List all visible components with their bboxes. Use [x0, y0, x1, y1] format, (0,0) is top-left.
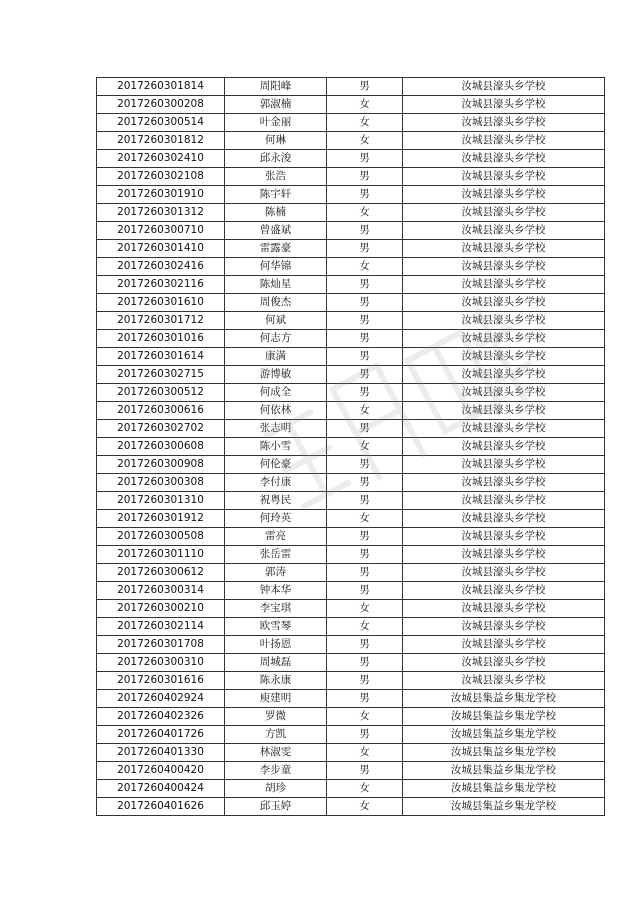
student-school-cell: 汝城县濠头乡学校 — [403, 222, 605, 240]
student-school-cell: 汝城县濠头乡学校 — [403, 546, 605, 564]
student-gender-cell: 女 — [327, 402, 403, 420]
student-school-cell: 汝城县集益乡集龙学校 — [403, 798, 605, 816]
student-name-cell: 陈宇轩 — [225, 186, 327, 204]
student-id-cell: 2017260302702 — [97, 420, 225, 438]
student-id-cell: 2017260302715 — [97, 366, 225, 384]
student-school-cell: 汝城县濠头乡学校 — [403, 654, 605, 672]
student-school-cell: 汝城县濠头乡学校 — [403, 456, 605, 474]
student-name-cell: 雷露豪 — [225, 240, 327, 258]
student-school-cell: 汝城县濠头乡学校 — [403, 600, 605, 618]
student-gender-cell: 男 — [327, 294, 403, 312]
student-id-cell: 2017260301610 — [97, 294, 225, 312]
student-school-cell: 汝城县濠头乡学校 — [403, 114, 605, 132]
table-row — [97, 330, 605, 348]
student-school-cell: 汝城县濠头乡学校 — [403, 492, 605, 510]
table-row — [97, 204, 605, 222]
student-name-cell: 祝粤民 — [225, 492, 327, 510]
student-gender-cell: 男 — [327, 564, 403, 582]
student-name-cell: 郭淑楠 — [225, 96, 327, 114]
student-name-cell: 李付康 — [225, 474, 327, 492]
student-name-cell: 叶扬恩 — [225, 636, 327, 654]
student-id-cell: 2017260401330 — [97, 744, 225, 762]
table-row — [97, 258, 605, 276]
student-id-cell: 2017260301708 — [97, 636, 225, 654]
student-id-cell: 2017260302108 — [97, 168, 225, 186]
student-gender-cell: 男 — [327, 150, 403, 168]
student-school-cell: 汝城县濠头乡学校 — [403, 294, 605, 312]
student-id-cell: 2017260402326 — [97, 708, 225, 726]
student-id-cell: 2017260301410 — [97, 240, 225, 258]
table-row — [97, 402, 605, 420]
student-gender-cell: 男 — [327, 582, 403, 600]
student-school-cell: 汝城县濠头乡学校 — [403, 240, 605, 258]
student-gender-cell: 男 — [327, 672, 403, 690]
student-school-cell: 汝城县濠头乡学校 — [403, 348, 605, 366]
student-name-cell: 陈小雪 — [225, 438, 327, 456]
student-id-cell: 2017260301016 — [97, 330, 225, 348]
student-id-cell: 2017260301614 — [97, 348, 225, 366]
student-name-cell: 雷亮 — [225, 528, 327, 546]
student-gender-cell: 男 — [327, 726, 403, 744]
student-id-cell: 2017260300616 — [97, 402, 225, 420]
table-row — [97, 582, 605, 600]
table-row — [97, 618, 605, 636]
student-id-cell: 2017260300512 — [97, 384, 225, 402]
table-row — [97, 636, 605, 654]
student-school-cell: 汝城县濠头乡学校 — [403, 204, 605, 222]
student-id-cell: 2017260301814 — [97, 78, 225, 96]
student-id-cell: 2017260302410 — [97, 150, 225, 168]
table-row — [97, 528, 605, 546]
student-id-cell: 2017260301712 — [97, 312, 225, 330]
student-name-cell: 周城磊 — [225, 654, 327, 672]
student-school-cell: 汝城县濠头乡学校 — [403, 150, 605, 168]
student-id-cell: 2017260300908 — [97, 456, 225, 474]
student-id-cell: 2017260300612 — [97, 564, 225, 582]
student-roster-table — [96, 77, 605, 816]
student-id-cell: 2017260301910 — [97, 186, 225, 204]
roster-body — [97, 78, 605, 816]
student-gender-cell: 男 — [327, 348, 403, 366]
table-row — [97, 420, 605, 438]
table-row — [97, 510, 605, 528]
student-gender-cell: 女 — [327, 204, 403, 222]
student-name-cell: 钟本华 — [225, 582, 327, 600]
student-school-cell: 汝城县集益乡集龙学校 — [403, 708, 605, 726]
student-id-cell: 2017260301616 — [97, 672, 225, 690]
student-school-cell: 汝城县濠头乡学校 — [403, 402, 605, 420]
student-name-cell: 陈灿星 — [225, 276, 327, 294]
student-name-cell: 何成全 — [225, 384, 327, 402]
table-row — [97, 744, 605, 762]
table-row — [97, 78, 605, 96]
student-gender-cell: 女 — [327, 798, 403, 816]
student-gender-cell: 女 — [327, 510, 403, 528]
student-id-cell: 2017260402924 — [97, 690, 225, 708]
student-id-cell: 2017260300710 — [97, 222, 225, 240]
student-gender-cell: 女 — [327, 258, 403, 276]
student-gender-cell: 男 — [327, 78, 403, 96]
table-row — [97, 762, 605, 780]
student-school-cell: 汝城县濠头乡学校 — [403, 330, 605, 348]
student-id-cell: 2017260302114 — [97, 618, 225, 636]
table-row — [97, 798, 605, 816]
student-name-cell: 何玲英 — [225, 510, 327, 528]
student-name-cell: 曾盛斌 — [225, 222, 327, 240]
table-row — [97, 780, 605, 798]
student-school-cell: 汝城县濠头乡学校 — [403, 366, 605, 384]
student-name-cell: 邱玉婷 — [225, 798, 327, 816]
student-id-cell: 2017260301312 — [97, 204, 225, 222]
student-id-cell: 2017260302116 — [97, 276, 225, 294]
student-school-cell: 汝城县濠头乡学校 — [403, 528, 605, 546]
student-school-cell: 汝城县濠头乡学校 — [403, 384, 605, 402]
student-name-cell: 周俊杰 — [225, 294, 327, 312]
student-name-cell: 罗微 — [225, 708, 327, 726]
table-row — [97, 564, 605, 582]
student-gender-cell: 男 — [327, 276, 403, 294]
student-school-cell: 汝城县濠头乡学校 — [403, 582, 605, 600]
student-id-cell: 2017260301110 — [97, 546, 225, 564]
student-gender-cell: 男 — [327, 636, 403, 654]
student-school-cell: 汝城县濠头乡学校 — [403, 312, 605, 330]
table-row — [97, 726, 605, 744]
student-name-cell: 何依林 — [225, 402, 327, 420]
table-row — [97, 294, 605, 312]
student-gender-cell: 男 — [327, 168, 403, 186]
student-school-cell: 汝城县濠头乡学校 — [403, 564, 605, 582]
student-gender-cell: 女 — [327, 114, 403, 132]
roster-sheet — [96, 77, 604, 816]
student-school-cell: 汝城县集益乡集龙学校 — [403, 762, 605, 780]
student-school-cell: 汝城县濠头乡学校 — [403, 78, 605, 96]
table-row — [97, 276, 605, 294]
student-id-cell: 2017260400424 — [97, 780, 225, 798]
student-gender-cell: 女 — [327, 780, 403, 798]
student-school-cell: 汝城县濠头乡学校 — [403, 420, 605, 438]
table-row — [97, 600, 605, 618]
student-name-cell: 张志明 — [225, 420, 327, 438]
student-school-cell: 汝城县集益乡集龙学校 — [403, 726, 605, 744]
table-row — [97, 456, 605, 474]
student-id-cell: 2017260300308 — [97, 474, 225, 492]
student-school-cell: 汝城县濠头乡学校 — [403, 618, 605, 636]
student-name-cell: 李步童 — [225, 762, 327, 780]
student-gender-cell: 男 — [327, 384, 403, 402]
student-id-cell: 2017260401626 — [97, 798, 225, 816]
student-name-cell: 何华锦 — [225, 258, 327, 276]
table-row — [97, 690, 605, 708]
table-row — [97, 366, 605, 384]
student-school-cell: 汝城县濠头乡学校 — [403, 510, 605, 528]
student-name-cell: 林淑雯 — [225, 744, 327, 762]
student-gender-cell: 男 — [327, 456, 403, 474]
table-row — [97, 438, 605, 456]
student-id-cell: 2017260301310 — [97, 492, 225, 510]
table-row — [97, 240, 605, 258]
student-name-cell: 方凯 — [225, 726, 327, 744]
student-name-cell: 张岳雷 — [225, 546, 327, 564]
student-gender-cell: 女 — [327, 744, 403, 762]
student-gender-cell: 男 — [327, 492, 403, 510]
student-school-cell: 汝城县濠头乡学校 — [403, 168, 605, 186]
table-row — [97, 348, 605, 366]
student-gender-cell: 男 — [327, 690, 403, 708]
student-gender-cell: 女 — [327, 600, 403, 618]
student-name-cell: 陈楠 — [225, 204, 327, 222]
table-row — [97, 150, 605, 168]
student-id-cell: 2017260300608 — [97, 438, 225, 456]
table-row — [97, 312, 605, 330]
student-school-cell: 汝城县濠头乡学校 — [403, 258, 605, 276]
student-id-cell: 2017260300314 — [97, 582, 225, 600]
table-row — [97, 474, 605, 492]
student-school-cell: 汝城县濠头乡学校 — [403, 132, 605, 150]
student-gender-cell: 女 — [327, 132, 403, 150]
student-id-cell: 2017260302416 — [97, 258, 225, 276]
student-school-cell: 汝城县濠头乡学校 — [403, 636, 605, 654]
student-school-cell: 汝城县濠头乡学校 — [403, 672, 605, 690]
student-gender-cell: 男 — [327, 654, 403, 672]
student-id-cell: 2017260300208 — [97, 96, 225, 114]
student-id-cell: 2017260300508 — [97, 528, 225, 546]
table-row — [97, 546, 605, 564]
student-name-cell: 李宝琪 — [225, 600, 327, 618]
student-name-cell: 郭涛 — [225, 564, 327, 582]
student-name-cell: 游博敏 — [225, 366, 327, 384]
student-gender-cell: 男 — [327, 420, 403, 438]
table-row — [97, 132, 605, 150]
student-name-cell: 张浩 — [225, 168, 327, 186]
student-name-cell: 叶金丽 — [225, 114, 327, 132]
table-row — [97, 384, 605, 402]
student-gender-cell: 男 — [327, 222, 403, 240]
table-row — [97, 492, 605, 510]
student-name-cell: 何志方 — [225, 330, 327, 348]
table-row — [97, 168, 605, 186]
table-row — [97, 222, 605, 240]
student-school-cell: 汝城县濠头乡学校 — [403, 474, 605, 492]
student-gender-cell: 男 — [327, 312, 403, 330]
student-gender-cell: 男 — [327, 474, 403, 492]
student-id-cell: 2017260301912 — [97, 510, 225, 528]
student-gender-cell: 男 — [327, 528, 403, 546]
table-row — [97, 114, 605, 132]
student-name-cell: 胡珍 — [225, 780, 327, 798]
student-gender-cell: 男 — [327, 330, 403, 348]
student-gender-cell: 女 — [327, 96, 403, 114]
table-row — [97, 672, 605, 690]
student-gender-cell: 男 — [327, 546, 403, 564]
table-row — [97, 96, 605, 114]
student-school-cell: 汝城县濠头乡学校 — [403, 276, 605, 294]
student-gender-cell: 男 — [327, 186, 403, 204]
student-id-cell: 2017260400420 — [97, 762, 225, 780]
student-gender-cell: 男 — [327, 762, 403, 780]
student-name-cell: 何琳 — [225, 132, 327, 150]
student-name-cell: 邱永浚 — [225, 150, 327, 168]
student-school-cell: 汝城县集益乡集龙学校 — [403, 780, 605, 798]
student-id-cell: 2017260300514 — [97, 114, 225, 132]
student-gender-cell: 男 — [327, 366, 403, 384]
student-school-cell: 汝城县集益乡集龙学校 — [403, 744, 605, 762]
student-id-cell: 2017260300210 — [97, 600, 225, 618]
student-id-cell: 2017260301812 — [97, 132, 225, 150]
table-row — [97, 708, 605, 726]
student-id-cell: 2017260401726 — [97, 726, 225, 744]
student-school-cell: 汝城县濠头乡学校 — [403, 438, 605, 456]
student-school-cell: 汝城县集益乡集龙学校 — [403, 690, 605, 708]
student-id-cell: 2017260300310 — [97, 654, 225, 672]
student-name-cell: 何斌 — [225, 312, 327, 330]
student-name-cell: 庾建明 — [225, 690, 327, 708]
table-row — [97, 654, 605, 672]
student-gender-cell: 女 — [327, 618, 403, 636]
student-gender-cell: 女 — [327, 708, 403, 726]
student-school-cell: 汝城县濠头乡学校 — [403, 96, 605, 114]
student-school-cell: 汝城县濠头乡学校 — [403, 186, 605, 204]
student-gender-cell: 女 — [327, 438, 403, 456]
student-gender-cell: 男 — [327, 240, 403, 258]
student-name-cell: 欧雪琴 — [225, 618, 327, 636]
student-name-cell: 陈永康 — [225, 672, 327, 690]
student-name-cell: 周阳峰 — [225, 78, 327, 96]
student-name-cell: 康满 — [225, 348, 327, 366]
table-row — [97, 186, 605, 204]
student-name-cell: 何伦豪 — [225, 456, 327, 474]
